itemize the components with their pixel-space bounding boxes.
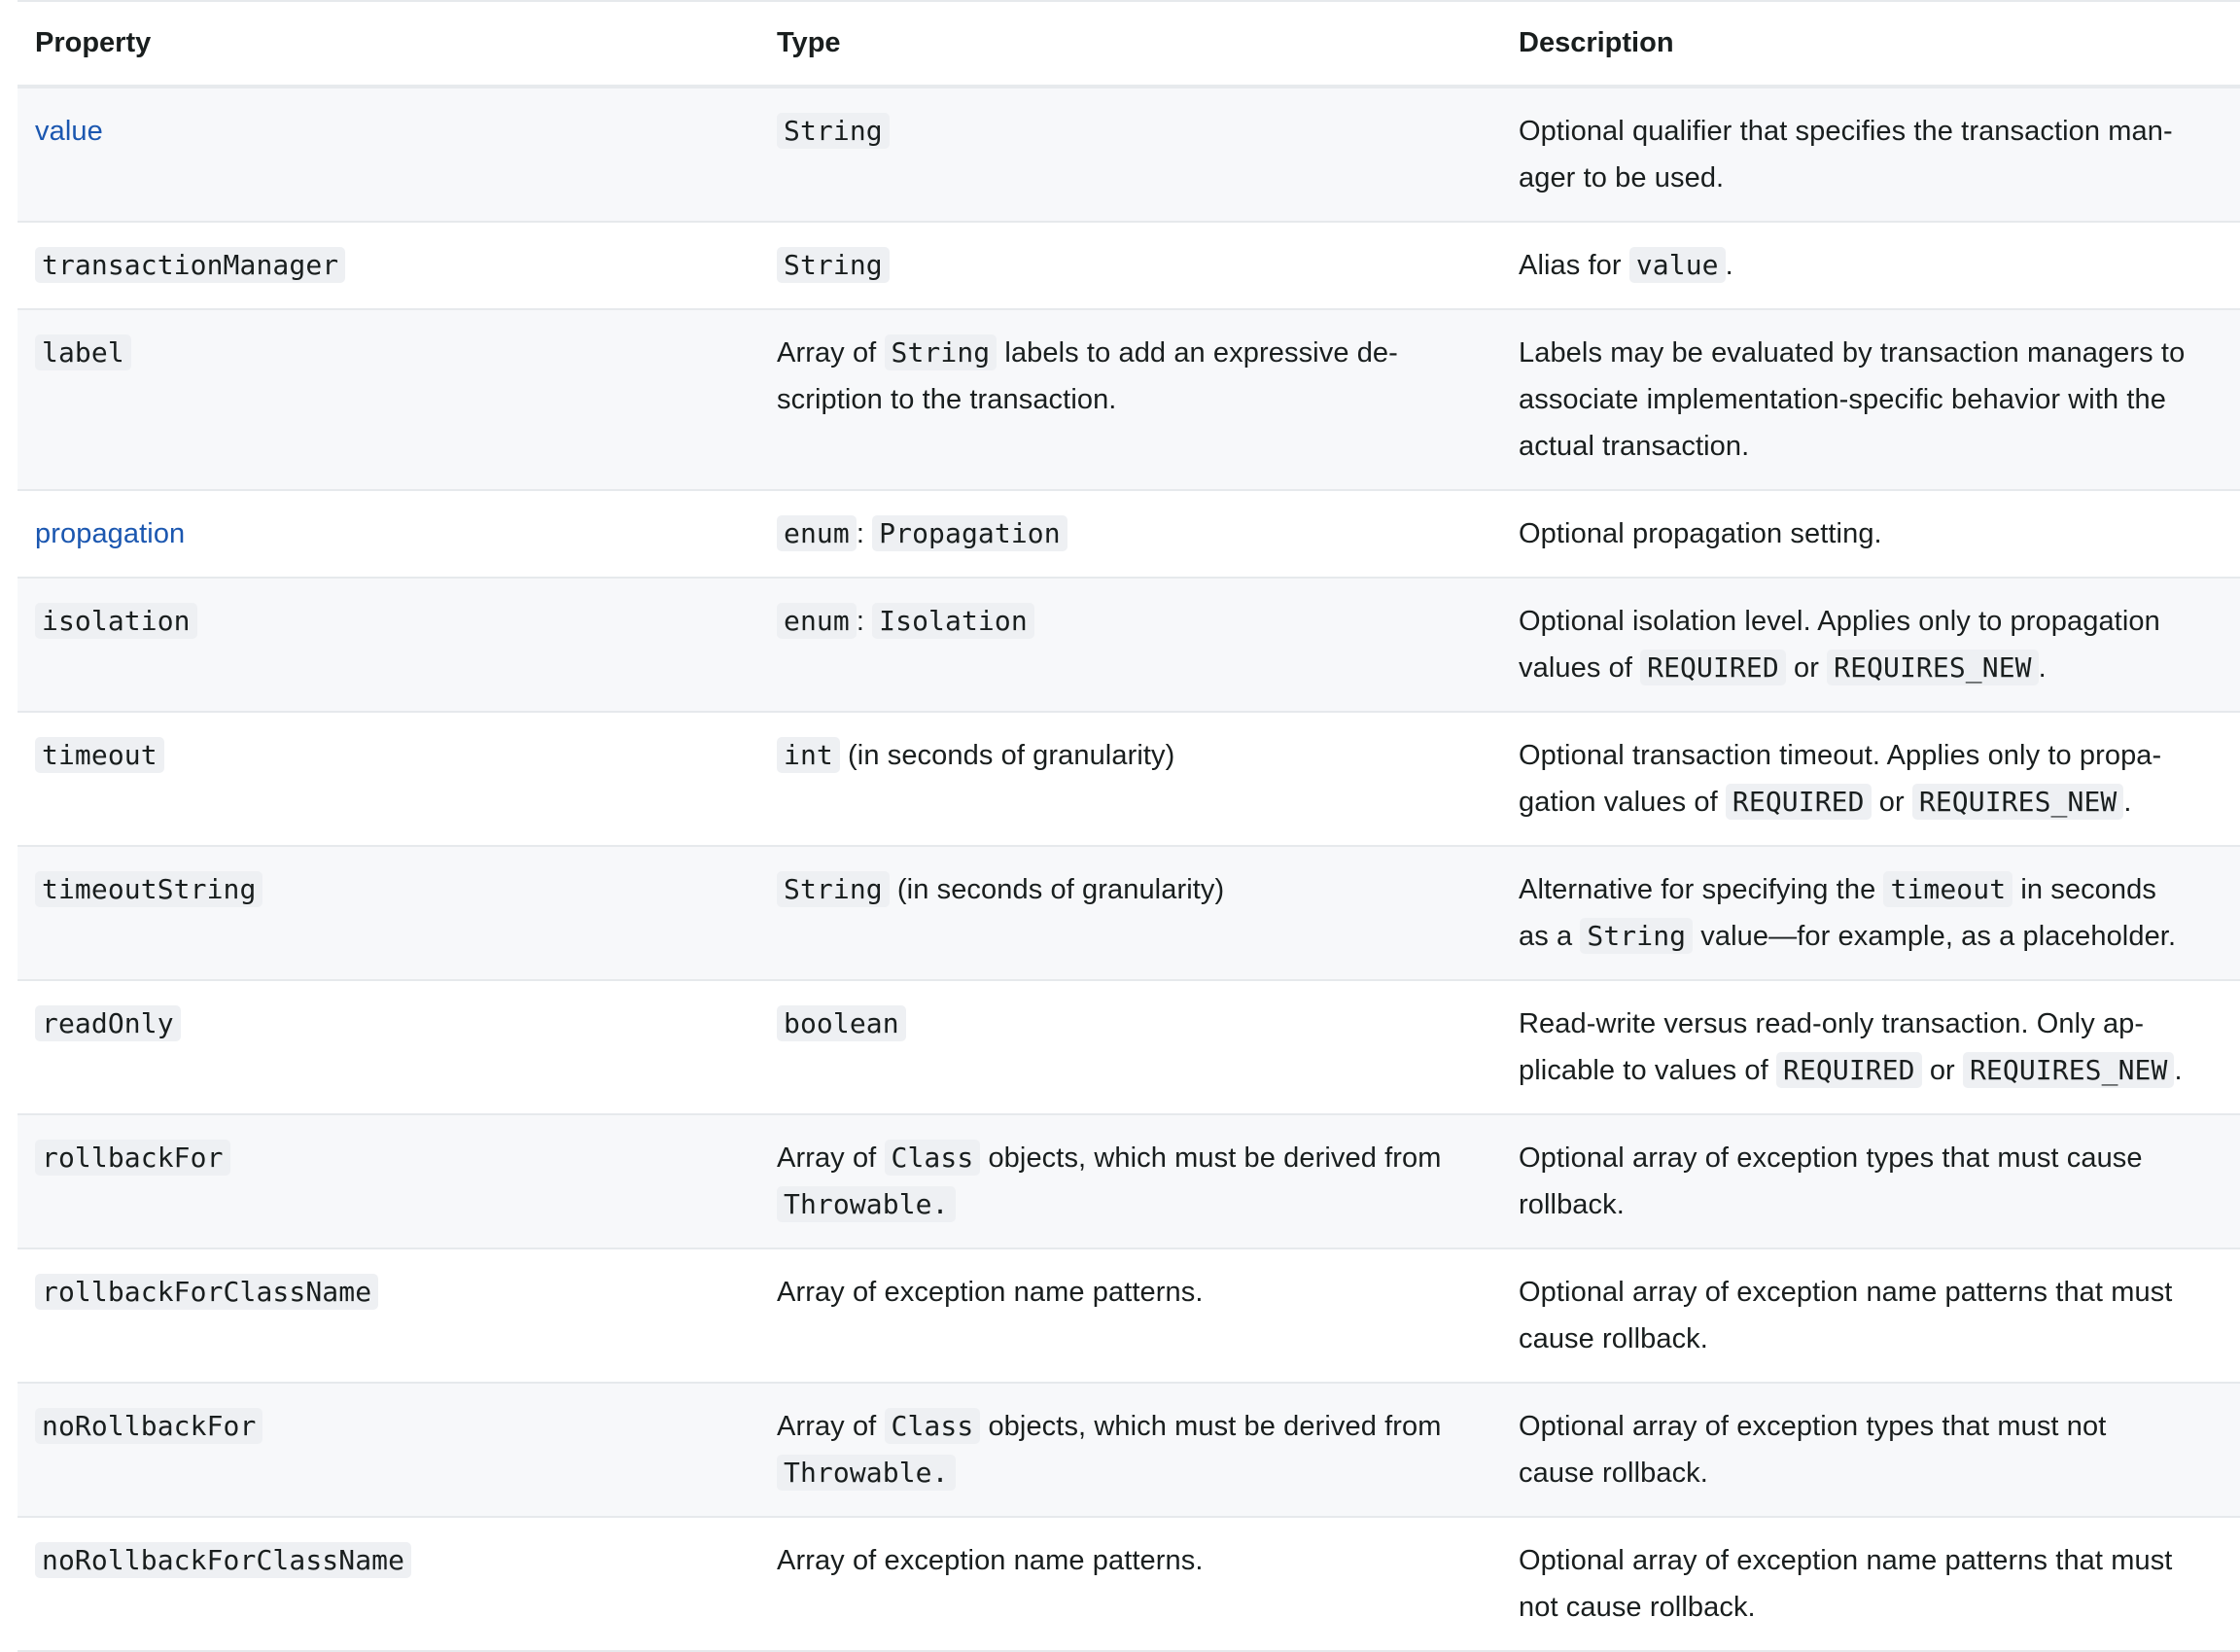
cell-text: Alias for <box>1519 250 1629 281</box>
inline-code: enum <box>777 515 857 551</box>
cell-text: Read-write versus read-only transaction. Only ap- <box>1519 1008 2145 1039</box>
inline-code: REQUIRED <box>1640 650 1786 685</box>
cell-text: rollback. <box>1519 1189 1625 1220</box>
inline-code: boolean <box>777 1005 906 1041</box>
inline-code: REQUIRES_NEW <box>1912 784 2124 820</box>
properties-table-container <box>18 0 2240 1652</box>
cell-text: ager to be used. <box>1519 162 1725 193</box>
type-cell <box>759 87 1501 222</box>
cell-text: in seconds <box>2012 874 2156 905</box>
cell-text: labels to add an expressive de- <box>997 337 1398 369</box>
table-row <box>18 222 2240 309</box>
description-cell <box>1501 578 2240 712</box>
inline-code: String <box>777 871 890 907</box>
inline-code: Class <box>885 1408 981 1444</box>
description-cell <box>1501 1248 2240 1383</box>
cell-text: Labels may be evaluated by transaction managers to <box>1519 337 2186 369</box>
table-row <box>18 846 2240 980</box>
property-cell <box>18 712 759 846</box>
property-cell <box>18 980 759 1114</box>
inline-code: Propagation <box>872 515 1068 551</box>
type-cell <box>759 1114 1501 1248</box>
inline-code: REQUIRES_NEW <box>1963 1052 2175 1088</box>
property-name: timeoutString <box>35 871 262 907</box>
cell-text: Array of <box>777 337 885 369</box>
table-row <box>18 87 2240 222</box>
header-row <box>18 1 2240 87</box>
description-cell <box>1501 87 2240 222</box>
cell-text: . <box>1725 250 1733 281</box>
inline-code: String <box>1580 918 1693 954</box>
property-name: rollbackForClassName <box>35 1274 378 1310</box>
cell-text: objects, which must be derived from <box>980 1142 1442 1174</box>
property-cell <box>18 222 759 309</box>
inline-code: REQUIRED <box>1776 1052 1922 1088</box>
description-cell <box>1501 1383 2240 1517</box>
cell-text: (in seconds of granularity) <box>839 740 1175 771</box>
cell-text: . <box>2174 1055 2183 1086</box>
cell-text: Optional qualifier that specifies the transaction man- <box>1519 116 2173 147</box>
inline-code: String <box>777 247 890 283</box>
cell-text: objects, which must be derived from <box>980 1411 1442 1442</box>
property-name: isolation <box>35 603 197 639</box>
type-cell <box>759 980 1501 1114</box>
cell-text: or <box>1785 652 1828 684</box>
property-name: transactionManager <box>35 247 345 283</box>
cell-text: Array of exception name patterns. <box>777 1277 1204 1308</box>
cell-text: or <box>1921 1055 1963 1086</box>
property-cell <box>18 1383 759 1517</box>
property-name: noRollbackFor <box>35 1408 262 1444</box>
cell-text: . <box>2038 652 2047 684</box>
property-name: label <box>35 334 131 370</box>
type-cell <box>759 1248 1501 1383</box>
property-name: timeout <box>35 737 164 773</box>
table-row <box>18 1383 2240 1517</box>
property-cell <box>18 309 759 490</box>
table-row <box>18 578 2240 712</box>
property-cell <box>18 87 759 222</box>
cell-text: Alternative for specifying the <box>1519 874 1884 905</box>
inline-code: String <box>885 334 998 370</box>
description-cell <box>1501 1114 2240 1248</box>
cell-text: Optional array of exception types that must not <box>1519 1411 2107 1442</box>
property-cell <box>18 846 759 980</box>
table-row <box>18 490 2240 578</box>
property-link[interactable]: value <box>35 116 103 147</box>
description-cell <box>1501 980 2240 1114</box>
cell-text: plicable to values of <box>1519 1055 1776 1086</box>
property-cell <box>18 1114 759 1248</box>
cell-text: . <box>2123 787 2132 818</box>
table-row <box>18 1248 2240 1383</box>
property-name: rollbackFor <box>35 1140 230 1176</box>
type-cell <box>759 309 1501 490</box>
description-cell <box>1501 712 2240 846</box>
cell-text: Optional propagation setting. <box>1519 518 1882 549</box>
inline-code: Throwable. <box>777 1455 956 1491</box>
inline-code: Throwable. <box>777 1186 956 1222</box>
cell-text: : <box>856 518 873 549</box>
inline-code: Isolation <box>872 603 1034 639</box>
cell-text: values of <box>1519 652 1641 684</box>
cell-text: cause rollback. <box>1519 1323 1708 1354</box>
cell-text: actual transaction. <box>1519 431 1750 462</box>
property-name: noRollbackForClassName <box>35 1542 411 1578</box>
table-row <box>18 1114 2240 1248</box>
type-cell <box>759 222 1501 309</box>
table-body <box>18 87 2240 1651</box>
cell-text: as a <box>1519 921 1581 952</box>
type-cell <box>759 1383 1501 1517</box>
inline-code: enum <box>777 603 857 639</box>
type-cell <box>759 712 1501 846</box>
cell-text: not cause rollback. <box>1519 1592 1756 1623</box>
property-cell <box>18 578 759 712</box>
cell-text: : <box>856 606 873 637</box>
inline-code: REQUIRED <box>1726 784 1872 820</box>
column-header-property: Property <box>35 27 152 58</box>
property-cell <box>18 1248 759 1383</box>
cell-text: or <box>1871 787 1912 818</box>
cell-text: Array of <box>777 1142 885 1174</box>
cell-text: Optional array of exception name patterns that must <box>1519 1545 2173 1576</box>
cell-text: Optional transaction timeout. Applies only to propa- <box>1519 740 2162 771</box>
table-row <box>18 309 2240 490</box>
description-cell <box>1501 846 2240 980</box>
type-cell <box>759 846 1501 980</box>
type-cell <box>759 1517 1501 1651</box>
cell-text: gation values of <box>1519 787 1726 818</box>
properties-table <box>18 0 2240 1652</box>
property-cell <box>18 490 759 578</box>
inline-code: int <box>777 737 840 773</box>
description-cell <box>1501 222 2240 309</box>
table-header <box>18 1 2240 87</box>
description-cell <box>1501 490 2240 578</box>
cell-text: Optional isolation level. Applies only to propagation <box>1519 606 2160 637</box>
description-cell <box>1501 309 2240 490</box>
property-name: readOnly <box>35 1005 181 1041</box>
cell-text: Optional array of exception types that must cause <box>1519 1142 2143 1174</box>
property-cell <box>18 1517 759 1651</box>
type-cell <box>759 490 1501 578</box>
description-cell <box>1501 1517 2240 1651</box>
property-link[interactable]: propagation <box>35 518 186 549</box>
table-row <box>18 1517 2240 1651</box>
inline-code: String <box>777 113 890 149</box>
cell-text: value—for example, as a placeholder. <box>1693 921 2177 952</box>
cell-text: associate implementation-specific behavior with the <box>1519 384 2166 415</box>
column-header-description: Description <box>1519 27 1674 58</box>
type-cell <box>759 578 1501 712</box>
cell-text: cause rollback. <box>1519 1458 1708 1489</box>
cell-text: Array of exception name patterns. <box>777 1545 1204 1576</box>
inline-code: Class <box>885 1140 981 1176</box>
cell-text: Array of <box>777 1411 885 1442</box>
column-header-type: Type <box>777 27 841 58</box>
table-row <box>18 980 2240 1114</box>
cell-text: Optional array of exception name patterns that must <box>1519 1277 2173 1308</box>
inline-code: REQUIRES_NEW <box>1827 650 2039 685</box>
inline-code: timeout <box>1883 871 2012 907</box>
cell-text: (in seconds of granularity) <box>889 874 1225 905</box>
cell-text: scription to the transaction. <box>777 384 1117 415</box>
inline-code: value <box>1629 247 1726 283</box>
table-row <box>18 712 2240 846</box>
